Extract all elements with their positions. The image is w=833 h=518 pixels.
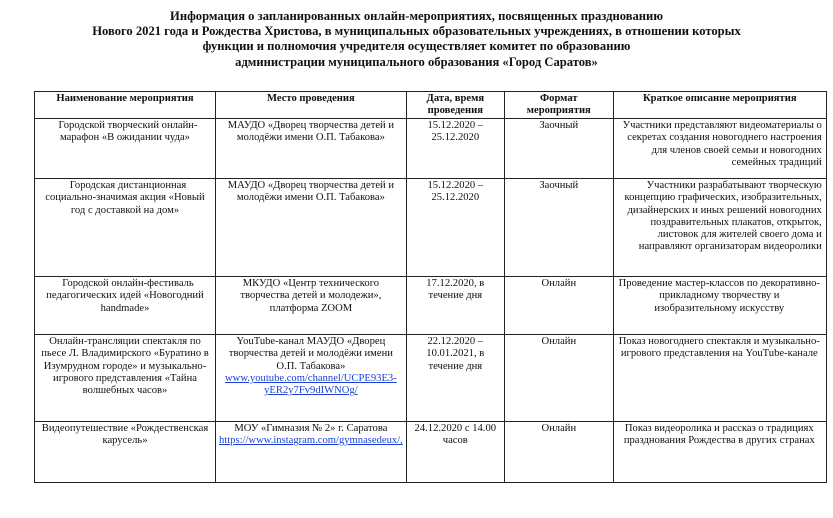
table-header-row	[35, 92, 827, 119]
title-line-4: администрации муниципального образования «Город Саратов»	[235, 54, 598, 69]
table-row	[35, 179, 827, 277]
event-name: Городская дистанционная социально-значимая акция «Новый год с доставкой на дом»	[35, 179, 216, 277]
header-name: Наименование мероприятия	[35, 92, 216, 119]
title-line-1: Информация о запланированных онлайн-мероприятиях, посвященных празднованию	[170, 9, 663, 23]
table-row	[35, 335, 827, 422]
event-date: 15.12.2020 – 25.12.2020	[406, 119, 504, 179]
event-format: Заочный	[504, 179, 613, 277]
event-date: 15.12.2020 – 25.12.2020	[406, 179, 504, 277]
event-place: МАУДО «Дворец творчества детей и молодёжи имени О.П. Табакова»	[216, 119, 407, 179]
event-name: Видеопутешествие «Рождественская карусель»	[35, 422, 216, 483]
event-name: Городской творческий онлайн-марафон «В ожидании чуда»	[35, 119, 216, 179]
events-table	[34, 91, 827, 483]
header-description: Краткое описание мероприятия	[613, 92, 826, 119]
event-format: Онлайн	[504, 335, 613, 422]
event-date: 17.12.2020, в течение дня	[406, 277, 504, 335]
event-description: Показ видеоролика и рассказ о традициях празднования Рождества в других странах	[613, 422, 826, 483]
event-place: МКУДО «Центр технического творчества детей и молодежи», платформа ZOOM	[216, 277, 407, 335]
header-format: Формат мероприятия	[504, 92, 613, 119]
title-line-2: Нового 2021 года и Рождества Христова, в муниципальных образовательных учреждениях, в отношении которых	[92, 24, 741, 39]
event-description: Участники представляют видеоматериалы о секретах создания новогоднего настроения для членов своей семьи и новогодних семейных традиций	[613, 119, 826, 179]
event-place: МАУДО «Дворец творчества детей и молодёжи имени О.П. Табакова»	[216, 179, 407, 277]
event-place-cell	[216, 335, 407, 422]
title-line-3: функции и полномочия учредителя осуществляет комитет по образованию	[202, 39, 631, 54]
youtube-channel-link[interactable]: www.youtube.com/channel/UCPE93E3-yER2y7Fv9dIWNOg/	[225, 372, 397, 397]
table-row	[35, 277, 827, 335]
header-place: Место проведения	[216, 92, 407, 119]
event-date: 22.12.2020 – 10.01.2021, в течение дня	[406, 335, 504, 422]
document-title	[40, 9, 793, 70]
table-row	[35, 422, 827, 483]
instagram-link[interactable]: https://www.instagram.com/gymnasedeux/,	[219, 435, 403, 447]
event-description: Участники разрабатывают творческую концепцию графических, изобразительных, дизайнерских и иных решений новогодних поздравительных плакатов, открыток, листовок для жителей своего дома и направляют организаторам видеоролики	[613, 179, 826, 277]
event-description: Показ новогоднего спектакля и музыкально-игрового представления на YouTube-канале	[613, 335, 826, 422]
table-row	[35, 119, 827, 179]
event-name: Городской онлайн-фестиваль педагогических идей «Новогодний handmade»	[35, 277, 216, 335]
event-place: YouTube-канал МАУДО «Дворец творчества детей и молодёжи имени О.П. Табакова»	[228, 336, 393, 372]
event-name: Онлайн-трансляции спектакля по пьесе Л. Владимирского «Буратино в Изумрудном городе» и музыкально-игрового представления «Тайна волшебных часов»	[35, 335, 216, 422]
event-date: 24.12.2020 с 14.00 часов	[406, 422, 504, 483]
event-format: Онлайн	[504, 277, 613, 335]
event-format: Заочный	[504, 119, 613, 179]
event-description: Проведение мастер-классов по декоративно-прикладному творчеству и изобразительному искусству	[613, 277, 826, 335]
header-date: Дата, время проведения	[406, 92, 504, 119]
event-place: МОУ «Гимназия № 2» г. Саратова	[234, 423, 388, 434]
event-place-cell	[216, 422, 407, 483]
event-format: Онлайн	[504, 422, 613, 483]
